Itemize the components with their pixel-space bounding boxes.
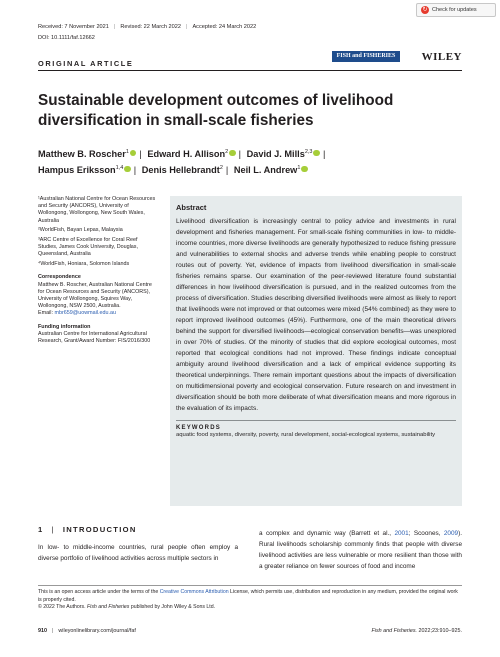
orcid-icon[interactable]: [313, 150, 320, 157]
introduction-left-column: [38, 525, 238, 564]
correspondence-email-line: Email: mbr659@uowmail.edu.au: [38, 310, 116, 317]
section-number: 1: [38, 525, 44, 534]
affiliation: ⁴WorldFish, Honiara, Solomon Islands: [38, 261, 130, 268]
article-type: ORIGINAL ARTICLE: [38, 59, 134, 68]
funding-heading: Funding information: [38, 323, 91, 330]
article-info-column: [38, 196, 158, 345]
correspondence-text: Matthew B. Roscher, Australian National Centre for Ocean Resources and Security (ANCORS), University of Wollongong, Squires Way, Wollongong, NSW 2500, Australia.: [38, 281, 152, 310]
article-dates: [38, 24, 256, 30]
header-rule: [38, 70, 462, 71]
funding-text: Australian Centre for International Agricultural Research, Grant/Award Number: FIS/2016/300: [38, 330, 151, 344]
abstract-text: Livelihood diversification is increasingly central to policy advice and investments in rural development and fisheries management. For small-scale fishing communities in low- to middle-income countries, more diverse livelihoods are generally hypothesized to reduce fishing pressure and vulnerabilities to external shocks and adverse trends while enabling people to construct routes out of poverty. Yet, evidence of impacts from livelihood diversification in small-scale fisheries remains sparse. Our examination of the peer-reviewed literature found substantial differences in how livelihood diversification is pursued, and in the realized outcomes from the process of diversification. Studies describing diversified livelihoods were almost as likely to report that livelihoods were not improved or that outcomes were mixed (54% combined) as they were to report improved livelihood outcomes (45%). Furthermore, one of the main theoretical drivers behind the support for diversified livelihoods—ecological conservation benefits—was unexplored in over 70% of studies. Of the minority of studies that did explore ecological outcomes, most reported that ecological conditions had not improved. These findings indicate conceptual ambiguity around livelihood diversification and a lack of empirical evidence supporting its theoretical underpinnings. There remain important questions about the impacts of diversification on multidimensional poverty and ecological conservation. Future research on and investment in diversification should be both more deliberate of what diversification means and more rigorous in the evaluation of its impacts.: [176, 218, 456, 412]
check-for-updates-label: Check for updates: [432, 7, 477, 13]
body-paragraph: a complex and dynamic way (Barrett et al., 2001; Scoones, 2009). Rural livelihoods scholarship commonly finds that people with diverse livelihood activities are less vulnerable or more resilient than those with a greater reliance on fewer sources of food and income: [259, 530, 462, 570]
license-link[interactable]: Creative Commons Attribution: [159, 589, 229, 595]
journal-citation: Fish and Fisheries. 2022;23:910–925.: [371, 628, 462, 634]
license-notice: This is an open access article under the terms of the Creative Commons Attribution License, which permits use, distribution and reproduction in any medium, provided the original work is properly cited. © 2022 The Authors. Fish and Fisheries published by John Wiley & Sons Ltd.: [38, 589, 462, 612]
citation-link[interactable]: 2001: [394, 530, 409, 537]
email-link[interactable]: mbr659@uowmail.edu.au: [54, 310, 116, 317]
author[interactable]: David J. Mills$^{2,3}$: [247, 149, 320, 159]
correspondence-heading: Correspondence: [38, 274, 81, 281]
body-paragraph: In low- to middle-income countries, rural people often employ a diverse portfolio of livelihood activities across multiple sectors in: [38, 544, 238, 562]
section-title: INTRODUCTION: [62, 525, 137, 534]
revised-date: Revised: 22 March 2022: [120, 24, 181, 30]
doi[interactable]: DOI: 10.1111/faf.12662: [38, 35, 95, 41]
orcid-icon[interactable]: [124, 166, 131, 173]
page-footer: [38, 628, 462, 634]
author[interactable]: Matthew B. Roscher$^1$: [38, 149, 136, 159]
author[interactable]: Hampus Eriksson$^{1,4}$: [38, 165, 131, 175]
received-date: Received: 7 November 2021: [38, 24, 109, 30]
date-separator: |: [186, 24, 188, 30]
orcid-icon[interactable]: [301, 166, 308, 173]
footer-rule: [38, 585, 462, 586]
journal-url[interactable]: wileyonlinelibrary.com/journal/faf: [58, 628, 136, 634]
publisher-logo: WILEY: [421, 51, 462, 63]
date-separator: |: [113, 24, 116, 30]
introduction-right-column: [259, 528, 462, 572]
citation-link[interactable]: 2009: [443, 530, 459, 537]
orcid-icon[interactable]: [130, 150, 137, 157]
keywords-rule: [176, 420, 456, 421]
page-number: 910: [38, 628, 47, 634]
accepted-date: Accepted: 24 March 2022: [192, 24, 257, 30]
article-title: Sustainable development outcomes of livelihood diversification in small-scale fisheries: [38, 92, 394, 129]
check-for-updates-button[interactable]: [416, 3, 496, 17]
footer-separator: |: [52, 628, 54, 634]
affiliation: ³ARC Centre of Excellence for Coral Reef Studies, James Cook University, Douglas, Queensland, Australia: [38, 237, 138, 258]
orcid-icon[interactable]: [229, 150, 236, 157]
author-list: Matthew B. Roscher$^1$ | Edward H. Allison$^2$ | David J. Mills$^{2,3}$ | Hampus Eriksson$^{1,4}$ | Denis Hellebrandt$^2$ | Neil L. Andrew$^1$: [38, 149, 326, 176]
refresh-icon: ↻: [422, 7, 428, 13]
author[interactable]: Edward H. Allison$^2$: [147, 149, 235, 159]
copyright: © 2022 The Authors. Fish and Fisheries published by John Wiley & Sons Ltd.: [38, 604, 216, 610]
abstract-box: [170, 196, 462, 506]
affiliation: ²WorldFish, Bayan Lepas, Malaysia: [38, 227, 123, 234]
author[interactable]: Denis Hellebrandt$^2$: [141, 165, 223, 176]
keywords-text: aquatic food systems, diversity, poverty, rural development, social-ecological systems, sustainability: [176, 432, 436, 438]
affiliation: ¹Australian National Centre for Ocean Resources and Security (ANCORS), University of Wollongong, Wollongong, New South Wales, Australia: [38, 196, 156, 224]
abstract-heading: Abstract: [176, 203, 207, 212]
keywords-heading: KEYWORDS: [176, 425, 221, 431]
section-heading: 1 | INTRODUCTION: [38, 525, 137, 534]
journal-logo: FISH and FISHERIES: [332, 51, 400, 62]
author[interactable]: Neil L. Andrew$^1$: [234, 165, 308, 175]
